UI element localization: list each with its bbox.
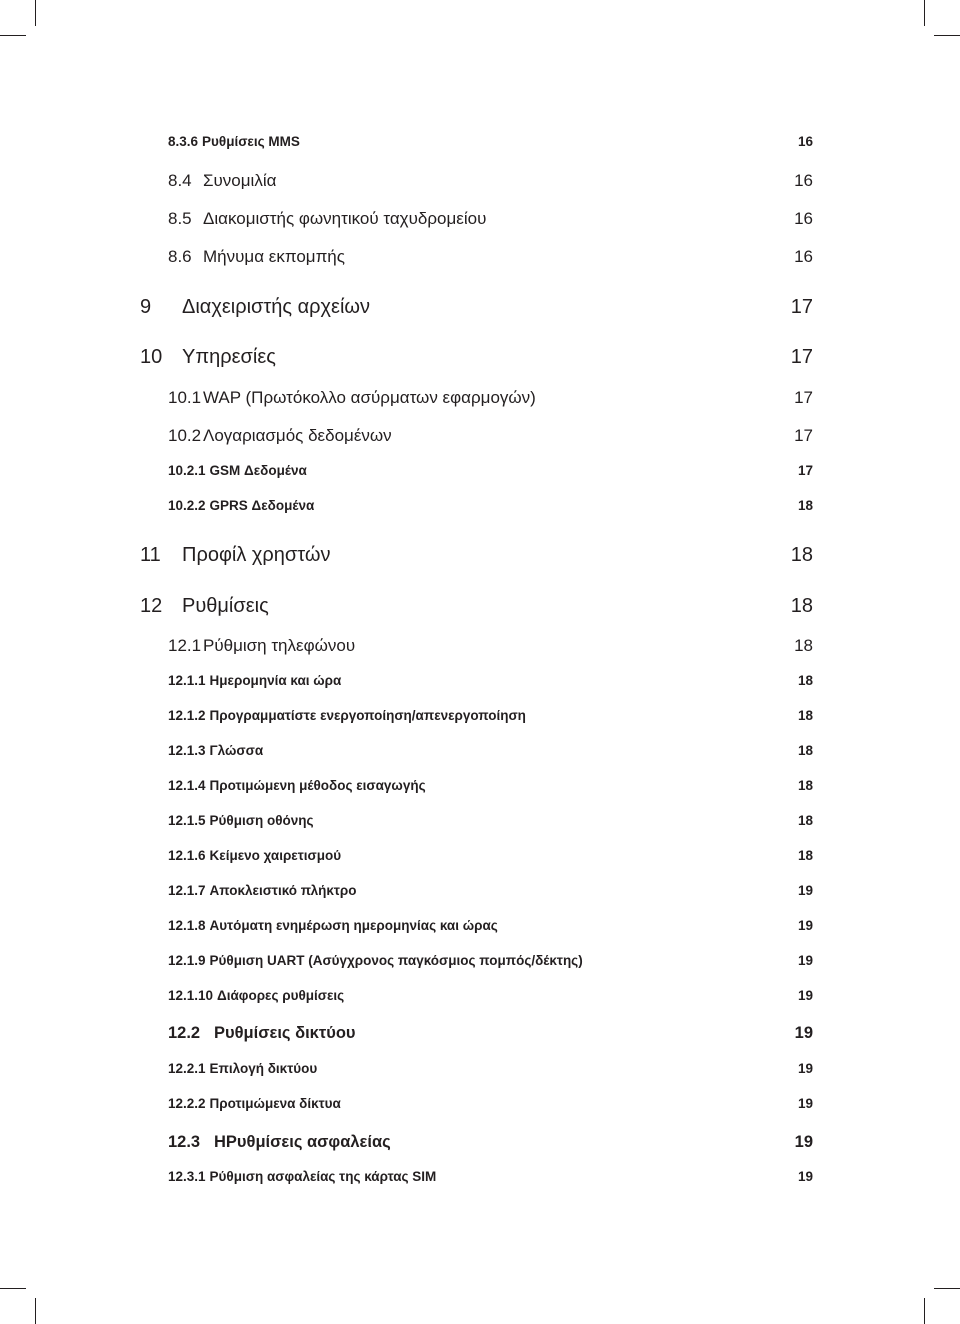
toc-entry-page: 17 <box>794 388 813 407</box>
toc-entry-number: 12.1.4 <box>168 778 206 793</box>
toc-entry[interactable] <box>168 388 813 408</box>
toc-entry-page: 19 <box>797 1061 813 1076</box>
toc-entry-title: Κείμενο χαιρετισμού <box>209 848 342 863</box>
toc-entry-page: 19 <box>797 988 813 1003</box>
toc-entry-title: Ρυθμίσεις <box>182 595 269 617</box>
toc-entry-title: Ημερομηνία και ώρα <box>209 673 342 688</box>
toc-entry[interactable] <box>168 209 813 229</box>
toc-entry-title: Διαχειριστής αρχείων <box>182 296 371 318</box>
toc-entry-number: 8.3.6 <box>168 134 199 149</box>
toc-entry-title: Επιλογή δικτύου <box>209 1061 318 1076</box>
toc-entry-number: 12.1.2 <box>168 708 206 723</box>
toc-entry[interactable] <box>140 595 813 618</box>
toc-entry-page: 18 <box>790 595 813 617</box>
toc-entry-page: 17 <box>797 463 813 478</box>
toc-entry-title: Γλώσσα <box>209 743 264 758</box>
toc-entry-number: 12.2 <box>168 1024 201 1042</box>
toc-entry-title: Συνομιλία <box>203 171 277 190</box>
toc-entry-number: 12.1.6 <box>168 848 206 863</box>
toc-entry-number: 12.1.1 <box>168 673 206 688</box>
toc-entry-page: 18 <box>797 848 813 863</box>
toc-entry-page: 19 <box>794 1133 813 1151</box>
toc-entry-page: 19 <box>797 1169 813 1184</box>
toc-entry-page: 18 <box>794 636 813 655</box>
toc-entry-title: Ρύθμιση ασφαλείας της κάρτας SIM <box>209 1169 437 1184</box>
toc-entry-page: 19 <box>797 1096 813 1111</box>
toc-entry-number: 10.2.2 <box>168 498 206 513</box>
toc-entry-title: Διάφορες ρυθμίσεις <box>217 988 345 1003</box>
toc-entry-number: 9 <box>140 296 152 318</box>
toc-entry-number: 12.3.1 <box>168 1169 206 1184</box>
toc-entry-page: 16 <box>797 134 813 149</box>
toc-entry-number: 12 <box>140 595 163 617</box>
toc-entry-number: 12.3 <box>168 1133 201 1151</box>
toc-entry-number: 8.5 <box>168 209 192 228</box>
toc-entry-title: GPRS Δεδομένα <box>209 498 315 513</box>
toc-entry-page: 19 <box>794 1024 813 1042</box>
toc-entry-title: Προγραμματίστε ενεργοποίηση/απενεργοποίηση <box>209 708 526 723</box>
toc-entry-number: 10 <box>140 346 163 368</box>
toc-entry[interactable] <box>140 346 813 369</box>
toc-entry-title: GSM Δεδομένα <box>209 463 307 478</box>
toc-entry-title: Μήνυμα εκπομπής <box>203 247 345 266</box>
toc-entry[interactable] <box>168 636 813 656</box>
toc-entry-title: Λογαριασμός δεδομένων <box>203 426 392 445</box>
toc-entry-number: 12.1.8 <box>168 918 206 933</box>
toc-entry-title: Προτιμώμενα δίκτυα <box>209 1096 341 1111</box>
toc-entry[interactable] <box>168 813 813 828</box>
toc-entry[interactable] <box>168 1096 813 1111</box>
toc-entry-title: Διακομιστής φωνητικού ταχυδρομείου <box>203 209 487 228</box>
toc-entry-title: Ρύθμιση UART (Ασύγχρονος παγκόσμιος πομπός/δέκτης) <box>209 953 583 968</box>
toc-entry-page: 18 <box>797 498 813 513</box>
toc-entry-title: Υπηρεσίες <box>182 346 276 368</box>
toc-entry-title: Αποκλειστικό πλήκτρο <box>209 883 357 898</box>
toc-entry-page: 18 <box>790 544 813 566</box>
toc-entry-title: Αυτόματη ενημέρωση ημερομηνίας και ώρας <box>209 918 498 933</box>
toc-entry[interactable] <box>168 498 813 513</box>
toc-entry[interactable] <box>168 247 813 267</box>
toc-entry-page: 18 <box>797 673 813 688</box>
toc-entry-number: 12.2.2 <box>168 1096 206 1111</box>
toc-entry-page: 18 <box>797 813 813 828</box>
toc-entry-title: WAP (Πρωτόκολλο ασύρματων εφαρμογών) <box>203 388 536 407</box>
toc-entry[interactable] <box>140 296 813 319</box>
toc-entry-title: Προτιμώμενη μέθοδος εισαγωγής <box>209 778 426 793</box>
toc-entry-page: 19 <box>797 918 813 933</box>
toc-entry[interactable] <box>168 988 813 1003</box>
toc-entry-number: 12.1.3 <box>168 743 206 758</box>
toc-entry[interactable] <box>168 708 813 723</box>
toc-entry[interactable] <box>168 1169 813 1184</box>
toc-entry-page: 18 <box>797 708 813 723</box>
toc-entry[interactable] <box>168 1133 813 1152</box>
toc-entry[interactable] <box>168 1061 813 1076</box>
toc-entry[interactable] <box>168 426 813 446</box>
toc-entry-number: 8.6 <box>168 247 192 266</box>
toc-entry-number: 12.2.1 <box>168 1061 206 1076</box>
toc-entry[interactable] <box>168 883 813 898</box>
toc-entry[interactable] <box>168 134 813 149</box>
toc-entry-page: 18 <box>797 743 813 758</box>
toc-entry-page: 17 <box>790 346 813 368</box>
toc-entry-page: 19 <box>797 883 813 898</box>
toc-entry-number: 12.1 <box>168 636 202 655</box>
toc-entry-number: 10.1 <box>168 388 202 407</box>
toc-entry-number: 11 <box>140 544 161 566</box>
toc-entry-title: Ρυθμίσεις δικτύου <box>214 1024 356 1042</box>
toc-entry[interactable] <box>168 673 813 688</box>
toc-entry-page: 17 <box>794 426 813 445</box>
toc-entry-page: 16 <box>794 171 813 190</box>
toc-entry[interactable] <box>168 918 813 933</box>
toc-entry-number: 12.1.5 <box>168 813 206 828</box>
toc-entry-title: ΗΡυθμίσεις ασφαλείας <box>214 1133 391 1151</box>
toc-entry-page: 17 <box>790 296 813 318</box>
toc-entry-number: 10.2.1 <box>168 463 206 478</box>
toc-entry-page: 19 <box>797 953 813 968</box>
toc-entry-number: 12.1.9 <box>168 953 206 968</box>
toc-entry-page: 16 <box>794 247 813 266</box>
toc-entry[interactable] <box>168 463 813 478</box>
toc-entry[interactable] <box>168 953 813 968</box>
toc-entry[interactable] <box>168 848 813 863</box>
toc-entry-number: 10.2 <box>168 426 202 445</box>
toc-entry[interactable] <box>168 1024 813 1043</box>
toc-entry-title: Ρύθμιση οθόνης <box>209 813 314 828</box>
toc-entry-number: 12.1.10 <box>168 988 214 1003</box>
toc-entry-number: 8.4 <box>168 171 192 190</box>
toc-entry-page: 16 <box>794 209 813 228</box>
toc-entry[interactable] <box>168 171 813 191</box>
toc-entry[interactable] <box>168 778 813 793</box>
toc-entry-number: 12.1.7 <box>168 883 206 898</box>
toc-entry[interactable] <box>140 544 813 567</box>
toc-entry-title: Ρυθμίσεις MMS <box>202 134 300 149</box>
toc-entry[interactable] <box>168 743 813 758</box>
toc-entry-title: Προφίλ χρηστών <box>182 544 331 566</box>
toc-entry-title: Ρύθμιση τηλεφώνου <box>203 636 356 655</box>
toc-entry-page: 18 <box>797 778 813 793</box>
